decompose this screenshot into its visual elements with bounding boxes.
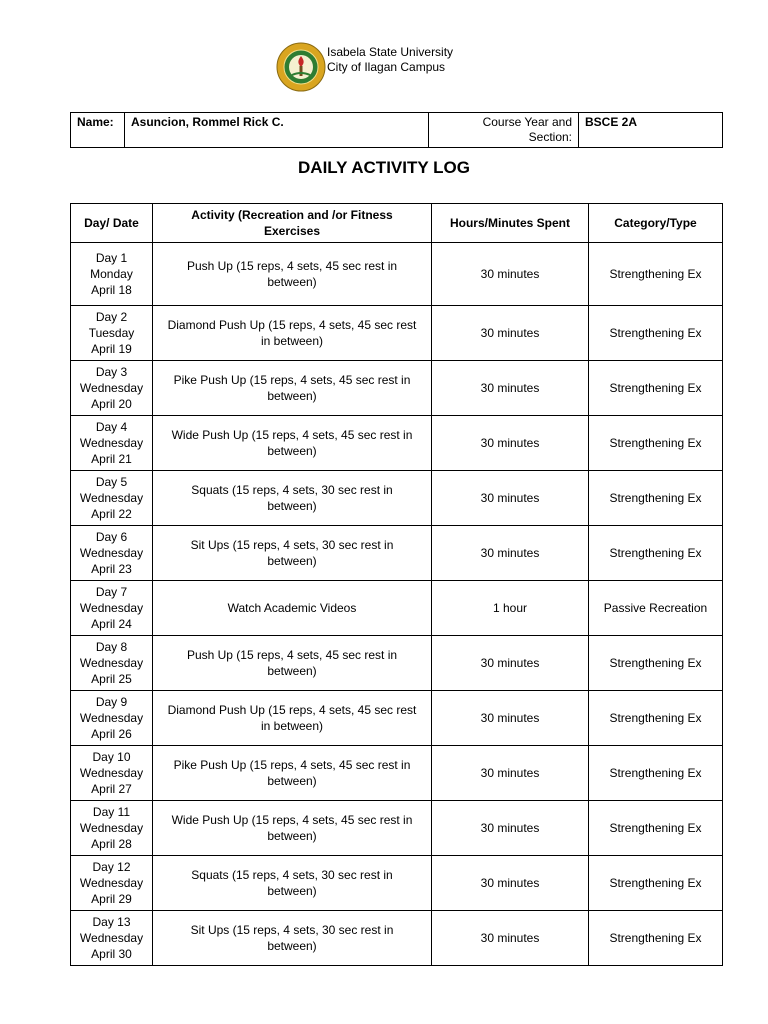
activity-line-1: Diamond Push Up (15 reps, 4 sets, 45 sec rest bbox=[167, 318, 417, 332]
category-cell: Passive Recreation bbox=[589, 581, 723, 636]
university-seal-icon bbox=[276, 42, 326, 92]
day-number: Day 6 bbox=[95, 530, 128, 544]
activity-cell bbox=[153, 243, 432, 306]
university-name: Isabela State University bbox=[327, 45, 454, 59]
table-row bbox=[71, 416, 723, 471]
course-label bbox=[429, 113, 579, 148]
day-number: Day 1 bbox=[95, 251, 128, 265]
activity-cell bbox=[153, 636, 432, 691]
day-date-cell bbox=[71, 526, 153, 581]
header-activity-line-1: Activity (Recreation and /or Fitness bbox=[191, 208, 393, 222]
activity-line-1: Push Up (15 reps, 4 sets, 45 sec rest in bbox=[186, 648, 398, 662]
weekday: Wednesday bbox=[79, 436, 144, 450]
header-time: Hours/Minutes Spent bbox=[432, 204, 589, 243]
weekday: Wednesday bbox=[79, 766, 144, 780]
day-date-cell bbox=[71, 746, 153, 801]
name-label: Name: bbox=[71, 113, 125, 148]
time-cell: 30 minutes bbox=[432, 416, 589, 471]
page-title: DAILY ACTIVITY LOG bbox=[298, 158, 470, 177]
header-activity-line-2: Exercises bbox=[263, 224, 321, 238]
weekday: Wednesday bbox=[79, 381, 144, 395]
activity-line-2: between) bbox=[267, 829, 317, 843]
activity-line-1: Sit Ups (15 reps, 4 sets, 30 sec rest in bbox=[190, 923, 394, 937]
category-cell: Strengthening Ex bbox=[589, 636, 723, 691]
activity-line-2: between) bbox=[267, 774, 317, 788]
date: April 23 bbox=[91, 562, 132, 576]
table-row bbox=[71, 801, 723, 856]
activity-cell bbox=[153, 801, 432, 856]
date: April 18 bbox=[91, 283, 132, 297]
day-number: Day 7 bbox=[95, 585, 128, 599]
activity-cell bbox=[153, 746, 432, 801]
activity-cell bbox=[153, 581, 432, 636]
time-cell: 30 minutes bbox=[432, 746, 589, 801]
weekday: Wednesday bbox=[79, 711, 144, 725]
day-date-cell bbox=[71, 361, 153, 416]
day-number: Day 5 bbox=[95, 475, 128, 489]
day-date-cell bbox=[71, 306, 153, 361]
weekday: Monday bbox=[90, 267, 133, 281]
date: April 20 bbox=[91, 397, 132, 411]
time-cell: 30 minutes bbox=[432, 471, 589, 526]
day-number: Day 3 bbox=[95, 365, 128, 379]
page-header bbox=[276, 42, 516, 92]
day-number: Day 4 bbox=[95, 420, 128, 434]
date: April 19 bbox=[91, 342, 132, 356]
day-number: Day 12 bbox=[92, 860, 131, 874]
time-cell: 30 minutes bbox=[432, 526, 589, 581]
table-row bbox=[71, 691, 723, 746]
category-cell: Strengthening Ex bbox=[589, 243, 723, 306]
activity-line-1: Squats (15 reps, 4 sets, 30 sec rest in bbox=[191, 483, 393, 497]
activity-line-1: Watch Academic Videos bbox=[227, 601, 357, 615]
category-cell: Strengthening Ex bbox=[589, 911, 723, 966]
time-cell: 30 minutes bbox=[432, 306, 589, 361]
day-date-cell bbox=[71, 636, 153, 691]
table-row bbox=[71, 856, 723, 911]
table-row bbox=[71, 526, 723, 581]
category-cell: Strengthening Ex bbox=[589, 361, 723, 416]
course-label-line-2: Section: bbox=[528, 130, 572, 144]
date: April 25 bbox=[91, 672, 132, 686]
day-date-cell bbox=[71, 691, 153, 746]
weekday: Wednesday bbox=[79, 876, 144, 890]
time-cell: 30 minutes bbox=[432, 801, 589, 856]
time-cell: 30 minutes bbox=[432, 361, 589, 416]
name-value: Asuncion, Rommel Rick C. bbox=[125, 113, 429, 148]
course-label-line-1: Course Year and bbox=[482, 115, 572, 129]
weekday: Wednesday bbox=[79, 656, 144, 670]
weekday: Wednesday bbox=[79, 821, 144, 835]
day-date-cell bbox=[71, 911, 153, 966]
time-cell: 30 minutes bbox=[432, 911, 589, 966]
table-row bbox=[71, 361, 723, 416]
date: April 24 bbox=[91, 617, 132, 631]
activity-line-2: between) bbox=[267, 884, 317, 898]
date: April 22 bbox=[91, 507, 132, 521]
activity-line-2: between) bbox=[267, 939, 317, 953]
day-date-cell bbox=[71, 581, 153, 636]
activity-line-1: Pike Push Up (15 reps, 4 sets, 45 sec rest in bbox=[173, 373, 411, 387]
activity-cell bbox=[153, 306, 432, 361]
date: April 26 bbox=[91, 727, 132, 741]
activity-line-1: Push Up (15 reps, 4 sets, 45 sec rest in bbox=[186, 259, 398, 273]
header-activity bbox=[153, 204, 432, 243]
time-cell: 30 minutes bbox=[432, 691, 589, 746]
day-number: Day 13 bbox=[92, 915, 131, 929]
student-info-table bbox=[70, 112, 723, 148]
activity-line-1: Wide Push Up (15 reps, 4 sets, 45 sec rest in bbox=[171, 813, 413, 827]
day-number: Day 8 bbox=[95, 640, 128, 654]
activity-line-2: between) bbox=[267, 554, 317, 568]
day-number: Day 10 bbox=[92, 750, 131, 764]
table-row bbox=[71, 471, 723, 526]
date: April 30 bbox=[91, 947, 132, 961]
table-header-row bbox=[71, 204, 723, 243]
time-cell: 1 hour bbox=[432, 581, 589, 636]
header-category: Category/Type bbox=[589, 204, 723, 243]
student-info-row bbox=[71, 113, 723, 148]
activity-line-1: Pike Push Up (15 reps, 4 sets, 45 sec rest in bbox=[173, 758, 411, 772]
activity-cell bbox=[153, 856, 432, 911]
activity-cell bbox=[153, 911, 432, 966]
header-day-date: Day/ Date bbox=[71, 204, 153, 243]
category-cell: Strengthening Ex bbox=[589, 471, 723, 526]
weekday: Wednesday bbox=[79, 491, 144, 505]
time-cell: 30 minutes bbox=[432, 636, 589, 691]
category-cell: Strengthening Ex bbox=[589, 416, 723, 471]
campus-name: City of Ilagan Campus bbox=[327, 60, 446, 74]
category-cell: Strengthening Ex bbox=[589, 746, 723, 801]
activity-line-2: in between) bbox=[260, 719, 324, 733]
time-cell: 30 minutes bbox=[432, 856, 589, 911]
activity-line-2: between) bbox=[267, 664, 317, 678]
weekday: Tuesday bbox=[88, 326, 135, 340]
activity-line-2: in between) bbox=[260, 334, 324, 348]
activity-cell bbox=[153, 471, 432, 526]
table-row bbox=[71, 911, 723, 966]
weekday: Wednesday bbox=[79, 601, 144, 615]
activity-line-1: Diamond Push Up (15 reps, 4 sets, 45 sec rest bbox=[167, 703, 417, 717]
day-date-cell bbox=[71, 801, 153, 856]
weekday: Wednesday bbox=[79, 931, 144, 945]
time-cell: 30 minutes bbox=[432, 243, 589, 306]
day-date-cell bbox=[71, 416, 153, 471]
activity-cell bbox=[153, 416, 432, 471]
category-cell: Strengthening Ex bbox=[589, 856, 723, 911]
university-name-block bbox=[327, 45, 453, 75]
activity-log-table bbox=[70, 203, 723, 966]
date: April 21 bbox=[91, 452, 132, 466]
activity-line-1: Sit Ups (15 reps, 4 sets, 30 sec rest in bbox=[190, 538, 394, 552]
category-cell: Strengthening Ex bbox=[589, 691, 723, 746]
table-row bbox=[71, 636, 723, 691]
date: April 27 bbox=[91, 782, 132, 796]
table-row bbox=[71, 243, 723, 306]
day-number: Day 11 bbox=[92, 805, 131, 819]
table-row bbox=[71, 746, 723, 801]
activity-line-2: between) bbox=[267, 389, 317, 403]
activity-line-1: Wide Push Up (15 reps, 4 sets, 45 sec rest in bbox=[171, 428, 413, 442]
activity-cell bbox=[153, 526, 432, 581]
category-cell: Strengthening Ex bbox=[589, 306, 723, 361]
course-value: BSCE 2A bbox=[579, 113, 723, 148]
day-number: Day 9 bbox=[95, 695, 128, 709]
day-date-cell bbox=[71, 471, 153, 526]
day-date-cell bbox=[71, 856, 153, 911]
table-row bbox=[71, 581, 723, 636]
activity-line-2: between) bbox=[267, 275, 317, 289]
date: April 29 bbox=[91, 892, 132, 906]
day-date-cell bbox=[71, 243, 153, 306]
activity-cell bbox=[153, 361, 432, 416]
table-row bbox=[71, 306, 723, 361]
activity-line-2: between) bbox=[267, 499, 317, 513]
day-number: Day 2 bbox=[95, 310, 128, 324]
date: April 28 bbox=[91, 837, 132, 851]
category-cell: Strengthening Ex bbox=[589, 526, 723, 581]
weekday: Wednesday bbox=[79, 546, 144, 560]
category-cell: Strengthening Ex bbox=[589, 801, 723, 856]
activity-cell bbox=[153, 691, 432, 746]
activity-line-2: between) bbox=[267, 444, 317, 458]
activity-line-1: Squats (15 reps, 4 sets, 30 sec rest in bbox=[191, 868, 393, 882]
